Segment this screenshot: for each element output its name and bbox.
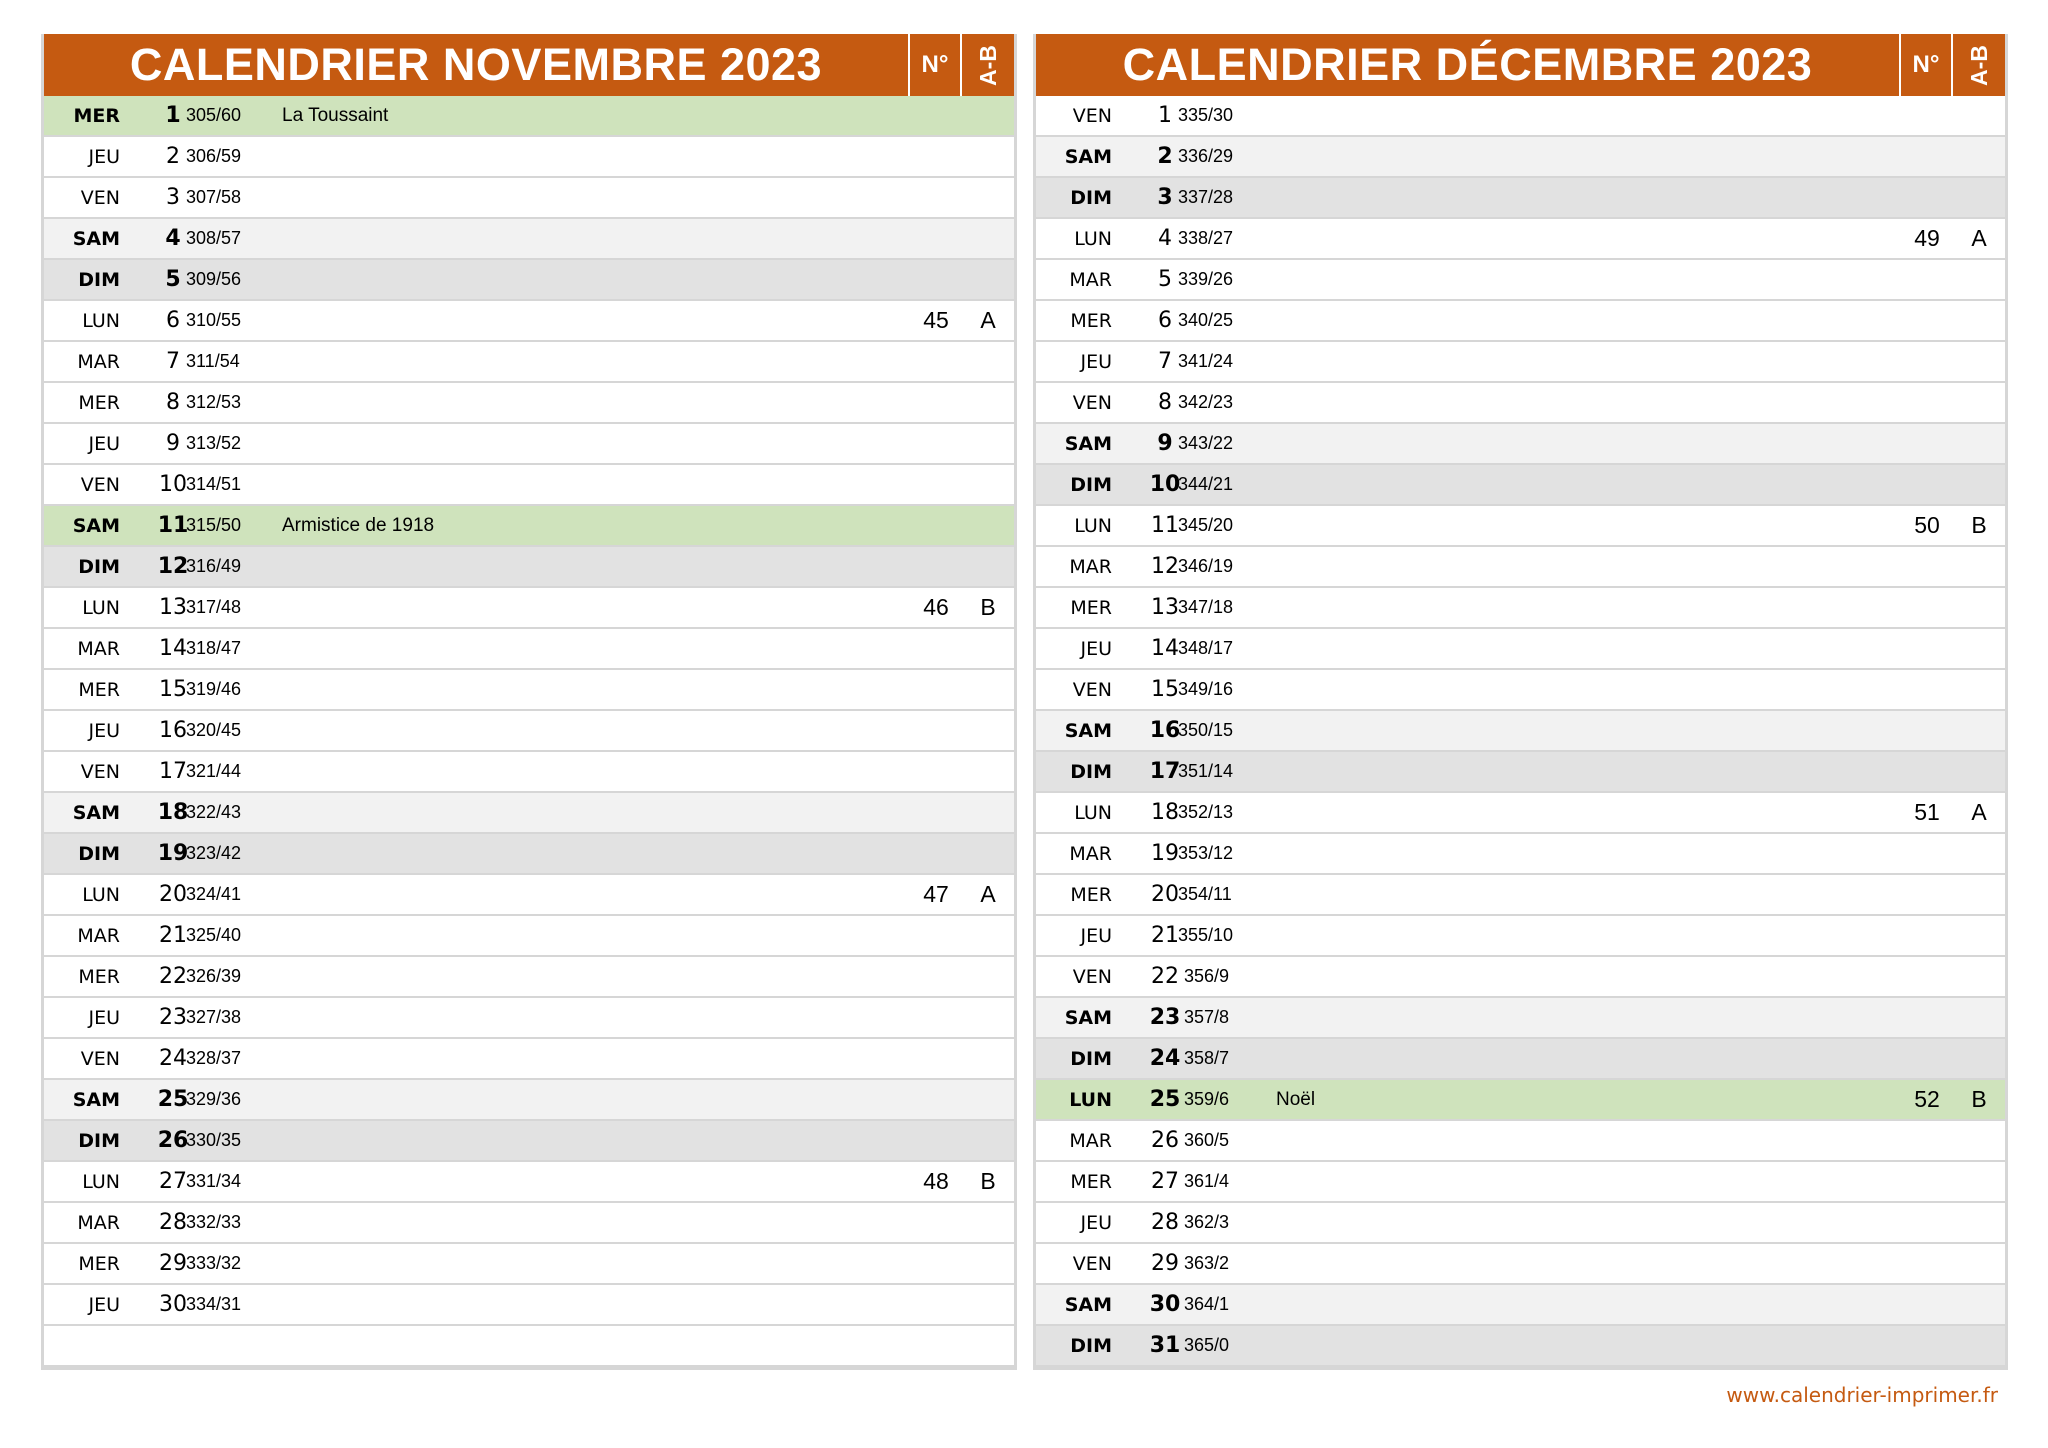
day-number: 1 bbox=[165, 103, 181, 128]
day-of-year: 324/41 bbox=[186, 884, 242, 904]
day-row bbox=[1036, 957, 2005, 998]
day-of-week: SAM bbox=[1064, 1006, 1112, 1029]
day-number: 16 bbox=[159, 718, 187, 743]
day-number: 19 bbox=[157, 841, 189, 866]
holiday-name: Armistice de 1918 bbox=[282, 514, 435, 536]
day-of-year: 313/52 bbox=[186, 433, 242, 453]
day-of-week: MAR bbox=[77, 637, 120, 660]
day-of-week: MER bbox=[78, 391, 120, 414]
day-row bbox=[44, 998, 1014, 1039]
day-of-year: 356/9 bbox=[1184, 966, 1230, 986]
day-of-year: 352/13 bbox=[1178, 802, 1234, 822]
day-of-week: VEN bbox=[1072, 391, 1112, 414]
day-of-year: 353/12 bbox=[1178, 843, 1234, 863]
day-of-week: DIM bbox=[78, 1129, 120, 1152]
day-number: 23 bbox=[1149, 1005, 1181, 1030]
day-of-year: 334/31 bbox=[186, 1294, 242, 1314]
day-row bbox=[1036, 834, 2005, 875]
day-of-week: MAR bbox=[1069, 555, 1112, 578]
day-number: 14 bbox=[1151, 636, 1179, 661]
week-number: 46 bbox=[923, 594, 949, 620]
day-of-week: VEN bbox=[80, 1047, 120, 1070]
day-number: 11 bbox=[157, 513, 189, 538]
day-of-week: DIM bbox=[78, 268, 120, 291]
day-number: 10 bbox=[159, 472, 187, 497]
day-of-week: MAR bbox=[1069, 1129, 1112, 1152]
day-row bbox=[1036, 137, 2005, 178]
day-number: 15 bbox=[159, 677, 187, 702]
day-of-year: 314/51 bbox=[186, 474, 242, 494]
day-number: 5 bbox=[1158, 267, 1172, 292]
day-of-week: VEN bbox=[80, 186, 120, 209]
day-row bbox=[44, 629, 1014, 670]
week-ab: B bbox=[980, 1168, 996, 1194]
day-of-year: 340/25 bbox=[1178, 310, 1234, 330]
day-of-week: MER bbox=[78, 965, 120, 988]
footer-url: www.calendrier-imprimer.fr bbox=[1726, 1383, 1998, 1407]
day-of-week: VEN bbox=[1072, 965, 1112, 988]
day-row bbox=[1036, 1285, 2005, 1326]
day-of-week: SAM bbox=[1064, 719, 1112, 742]
day-row bbox=[1036, 260, 2005, 301]
day-row bbox=[1036, 1039, 2005, 1080]
day-row bbox=[1036, 506, 2005, 547]
november-header bbox=[44, 34, 1014, 96]
day-of-week: MAR bbox=[77, 924, 120, 947]
day-of-week: MER bbox=[78, 1252, 120, 1275]
day-row bbox=[44, 96, 1014, 137]
day-row bbox=[44, 957, 1014, 998]
day-number: 26 bbox=[157, 1128, 189, 1153]
day-number: 13 bbox=[159, 595, 187, 620]
day-number: 23 bbox=[159, 1005, 187, 1030]
day-of-week: LUN bbox=[82, 309, 120, 332]
day-number: 18 bbox=[157, 800, 189, 825]
day-of-year: 355/10 bbox=[1178, 925, 1234, 945]
day-row bbox=[44, 588, 1014, 629]
day-row bbox=[44, 1121, 1014, 1162]
day-number: 5 bbox=[165, 267, 181, 292]
day-row bbox=[44, 834, 1014, 875]
day-of-year: 361/4 bbox=[1184, 1171, 1230, 1191]
day-of-week: LUN bbox=[82, 883, 120, 906]
day-row bbox=[1036, 629, 2005, 670]
day-of-week: MAR bbox=[77, 350, 120, 373]
week-ab: B bbox=[1971, 512, 1987, 538]
day-of-week: VEN bbox=[1072, 104, 1112, 127]
day-row bbox=[44, 506, 1014, 547]
day-row bbox=[1036, 219, 2005, 260]
day-of-year: 358/7 bbox=[1184, 1048, 1230, 1068]
day-row bbox=[1036, 1326, 2005, 1367]
day-row bbox=[1036, 875, 2005, 916]
day-row bbox=[1036, 752, 2005, 793]
day-of-week: MER bbox=[1070, 596, 1112, 619]
day-of-year: 335/30 bbox=[1178, 105, 1234, 125]
day-of-year: 346/19 bbox=[1178, 556, 1234, 576]
day-row bbox=[44, 1244, 1014, 1285]
week-ab: A bbox=[1971, 225, 1987, 251]
day-of-year: 310/55 bbox=[186, 310, 242, 330]
day-number: 4 bbox=[165, 226, 181, 251]
day-number: 8 bbox=[1158, 390, 1172, 415]
week-number: 45 bbox=[923, 307, 949, 333]
day-of-year: 343/22 bbox=[1178, 433, 1234, 453]
day-number: 20 bbox=[159, 882, 187, 907]
day-number: 22 bbox=[159, 964, 187, 989]
day-number: 11 bbox=[1151, 513, 1179, 538]
day-of-week: VEN bbox=[1072, 678, 1112, 701]
day-row bbox=[44, 1080, 1014, 1121]
day-of-year: 350/15 bbox=[1178, 720, 1234, 740]
day-row bbox=[1036, 301, 2005, 342]
day-of-week: SAM bbox=[72, 801, 120, 824]
november-week-number-header: N° bbox=[910, 34, 962, 96]
day-of-week: LUN bbox=[1074, 514, 1112, 537]
day-number: 29 bbox=[159, 1251, 187, 1276]
day-of-year: 344/21 bbox=[1178, 474, 1234, 494]
december-calendar bbox=[1033, 34, 2008, 1370]
day-of-year: 317/48 bbox=[186, 597, 242, 617]
week-number: 50 bbox=[1914, 512, 1940, 538]
day-of-week: JEU bbox=[1080, 350, 1112, 373]
week-number: 48 bbox=[923, 1168, 949, 1194]
week-number: 52 bbox=[1914, 1086, 1940, 1112]
day-of-year: 326/39 bbox=[186, 966, 242, 986]
day-of-week: LUN bbox=[1069, 1088, 1112, 1111]
day-of-week: MAR bbox=[1069, 268, 1112, 291]
day-of-week: SAM bbox=[72, 514, 120, 537]
day-number: 2 bbox=[166, 144, 180, 169]
day-number: 24 bbox=[1149, 1046, 1181, 1071]
day-number: 6 bbox=[166, 308, 180, 333]
day-of-week: VEN bbox=[1072, 1252, 1112, 1275]
day-of-year: 360/5 bbox=[1184, 1130, 1230, 1150]
day-number: 9 bbox=[1157, 431, 1173, 456]
day-number: 25 bbox=[1149, 1087, 1181, 1112]
day-number: 18 bbox=[1151, 800, 1179, 825]
day-of-year: 357/8 bbox=[1184, 1007, 1230, 1027]
day-of-year: 351/14 bbox=[1178, 761, 1234, 781]
day-of-year: 348/17 bbox=[1178, 638, 1234, 658]
day-row bbox=[1036, 1080, 2005, 1121]
day-of-year: 330/35 bbox=[186, 1130, 242, 1150]
day-of-year: 318/47 bbox=[186, 638, 242, 658]
day-row bbox=[44, 711, 1014, 752]
day-row bbox=[44, 342, 1014, 383]
day-number: 27 bbox=[1151, 1169, 1179, 1194]
november-calendar bbox=[41, 34, 1017, 1370]
week-ab: B bbox=[980, 594, 996, 620]
day-number: 10 bbox=[1149, 472, 1181, 497]
day-row bbox=[44, 875, 1014, 916]
day-row bbox=[44, 260, 1014, 301]
day-of-week: SAM bbox=[1064, 1293, 1112, 1316]
day-row bbox=[1036, 424, 2005, 465]
day-number: 28 bbox=[1151, 1210, 1179, 1235]
day-of-year: 365/0 bbox=[1184, 1335, 1230, 1355]
day-number: 7 bbox=[1158, 349, 1172, 374]
day-of-week: LUN bbox=[82, 1170, 120, 1193]
day-row bbox=[44, 424, 1014, 465]
day-row bbox=[1036, 96, 2005, 137]
day-of-week: SAM bbox=[1064, 145, 1112, 168]
day-of-week: JEU bbox=[88, 1293, 120, 1316]
week-ab: A bbox=[980, 307, 996, 333]
day-of-year: 336/29 bbox=[1178, 146, 1234, 166]
day-row bbox=[1036, 670, 2005, 711]
day-row bbox=[1036, 998, 2005, 1039]
day-number: 3 bbox=[1157, 185, 1173, 210]
day-number: 31 bbox=[1149, 1333, 1181, 1358]
day-number: 1 bbox=[1158, 103, 1172, 128]
day-of-year: 354/11 bbox=[1178, 884, 1232, 904]
day-of-week: DIM bbox=[78, 842, 120, 865]
december-day-list bbox=[1036, 96, 2005, 1367]
day-of-year: 323/42 bbox=[186, 843, 242, 863]
day-of-week: JEU bbox=[88, 432, 120, 455]
day-of-year: 315/50 bbox=[186, 515, 242, 535]
day-number: 19 bbox=[1151, 841, 1179, 866]
day-of-week: DIM bbox=[1070, 760, 1112, 783]
day-of-week: SAM bbox=[72, 227, 120, 250]
day-of-week: MAR bbox=[1069, 842, 1112, 865]
day-of-year: 322/43 bbox=[186, 802, 242, 822]
day-of-year: 312/53 bbox=[186, 392, 242, 412]
december-header bbox=[1036, 34, 2005, 96]
day-number: 30 bbox=[159, 1292, 187, 1317]
day-number: 27 bbox=[159, 1169, 187, 1194]
day-of-year: 337/28 bbox=[1178, 187, 1234, 207]
day-number: 17 bbox=[1149, 759, 1181, 784]
december-ab-header bbox=[1953, 34, 2005, 96]
day-number: 7 bbox=[166, 349, 180, 374]
day-row bbox=[44, 752, 1014, 793]
day-number: 21 bbox=[1151, 923, 1179, 948]
day-number: 2 bbox=[1157, 144, 1173, 169]
day-of-year: 339/26 bbox=[1178, 269, 1234, 289]
day-number: 3 bbox=[166, 185, 180, 210]
day-number: 25 bbox=[157, 1087, 189, 1112]
week-ab: A bbox=[980, 881, 996, 907]
day-row bbox=[1036, 1162, 2005, 1203]
day-of-year: 308/57 bbox=[186, 228, 242, 248]
day-of-week: DIM bbox=[1070, 1047, 1112, 1070]
day-of-week: VEN bbox=[80, 760, 120, 783]
day-of-week: SAM bbox=[1064, 432, 1112, 455]
day-row bbox=[44, 465, 1014, 506]
day-of-year: 332/33 bbox=[186, 1212, 242, 1232]
day-of-year: 347/18 bbox=[1178, 597, 1234, 617]
day-of-week: MER bbox=[1070, 883, 1112, 906]
day-of-week: LUN bbox=[1074, 801, 1112, 824]
week-number: 51 bbox=[1914, 799, 1940, 825]
day-of-year: 362/3 bbox=[1184, 1212, 1230, 1232]
day-of-week: DIM bbox=[1070, 473, 1112, 496]
day-row bbox=[1036, 588, 2005, 629]
day-of-week: MER bbox=[78, 678, 120, 701]
day-row bbox=[44, 1326, 1014, 1367]
day-row bbox=[44, 793, 1014, 834]
day-row bbox=[1036, 711, 2005, 752]
day-of-year: 345/20 bbox=[1178, 515, 1234, 535]
day-of-week: VEN bbox=[80, 473, 120, 496]
day-of-week: DIM bbox=[1070, 186, 1112, 209]
day-row bbox=[44, 1203, 1014, 1244]
day-number: 20 bbox=[1151, 882, 1179, 907]
day-of-year: 320/45 bbox=[186, 720, 242, 740]
day-of-year: 306/59 bbox=[186, 146, 242, 166]
day-of-year: 311/54 bbox=[186, 351, 240, 371]
day-of-year: 329/36 bbox=[186, 1089, 242, 1109]
day-of-week: JEU bbox=[88, 719, 120, 742]
week-ab: B bbox=[1971, 1086, 1987, 1112]
day-number: 9 bbox=[166, 431, 180, 456]
day-of-year: 328/37 bbox=[186, 1048, 242, 1068]
december-week-number-header: N° bbox=[1901, 34, 1953, 96]
day-row bbox=[1036, 178, 2005, 219]
day-of-year: 333/32 bbox=[186, 1253, 242, 1273]
day-number: 6 bbox=[1158, 308, 1172, 333]
day-number: 12 bbox=[1151, 554, 1179, 579]
day-row bbox=[1036, 342, 2005, 383]
week-number: 47 bbox=[923, 881, 949, 907]
day-row bbox=[44, 137, 1014, 178]
day-row bbox=[1036, 547, 2005, 588]
day-of-week: DIM bbox=[1070, 1334, 1112, 1357]
day-of-year: 331/34 bbox=[186, 1171, 242, 1191]
day-of-year: 325/40 bbox=[186, 925, 242, 945]
day-number: 8 bbox=[166, 390, 180, 415]
day-of-week: SAM bbox=[72, 1088, 120, 1111]
day-row bbox=[44, 670, 1014, 711]
day-of-week: MER bbox=[1070, 1170, 1112, 1193]
day-of-year: 364/1 bbox=[1184, 1294, 1230, 1314]
day-of-year: 309/56 bbox=[186, 269, 242, 289]
day-of-year: 341/24 bbox=[1178, 351, 1234, 371]
day-of-week: MAR bbox=[77, 1211, 120, 1234]
day-row bbox=[44, 383, 1014, 424]
day-row bbox=[1036, 465, 2005, 506]
day-row bbox=[44, 1285, 1014, 1326]
november-ab-header bbox=[962, 34, 1014, 96]
day-of-week: JEU bbox=[88, 145, 120, 168]
day-number: 21 bbox=[159, 923, 187, 948]
day-number: 14 bbox=[159, 636, 187, 661]
day-of-year: 305/60 bbox=[186, 105, 242, 125]
day-of-year: 316/49 bbox=[186, 556, 242, 576]
day-row bbox=[44, 1039, 1014, 1080]
day-of-week: MER bbox=[1070, 309, 1112, 332]
day-row bbox=[44, 178, 1014, 219]
day-number: 16 bbox=[1149, 718, 1181, 743]
day-of-week: LUN bbox=[82, 596, 120, 619]
day-row bbox=[44, 916, 1014, 957]
day-row bbox=[44, 301, 1014, 342]
day-of-year: 319/46 bbox=[186, 679, 242, 699]
day-row bbox=[1036, 793, 2005, 834]
day-row bbox=[1036, 1121, 2005, 1162]
day-of-year: 342/23 bbox=[1178, 392, 1234, 412]
day-number: 26 bbox=[1151, 1128, 1179, 1153]
day-number: 17 bbox=[159, 759, 187, 784]
day-of-week: JEU bbox=[1080, 1211, 1112, 1234]
day-of-year: 327/38 bbox=[186, 1007, 242, 1027]
december-ab-label: A-B bbox=[1965, 44, 1992, 86]
day-row bbox=[1036, 916, 2005, 957]
day-number: 13 bbox=[1151, 595, 1179, 620]
day-row bbox=[1036, 1203, 2005, 1244]
day-of-year: 349/16 bbox=[1178, 679, 1234, 699]
day-of-year: 359/6 bbox=[1184, 1089, 1230, 1109]
day-of-week: MER bbox=[73, 104, 120, 127]
day-of-year: 307/58 bbox=[186, 187, 242, 207]
day-row bbox=[44, 219, 1014, 260]
day-number: 30 bbox=[1149, 1292, 1181, 1317]
december-title: CALENDRIER DÉCEMBRE 2023 bbox=[1036, 34, 1901, 96]
day-number: 12 bbox=[157, 554, 189, 579]
day-number: 4 bbox=[1158, 226, 1172, 251]
day-of-year: 363/2 bbox=[1184, 1253, 1230, 1273]
holiday-name: Noël bbox=[1276, 1088, 1316, 1110]
day-of-year: 338/27 bbox=[1178, 228, 1234, 248]
day-row bbox=[44, 547, 1014, 588]
day-of-week: JEU bbox=[1080, 637, 1112, 660]
day-of-year: 321/44 bbox=[186, 761, 242, 781]
week-ab: A bbox=[1971, 799, 1987, 825]
day-of-week: JEU bbox=[88, 1006, 120, 1029]
day-of-week: JEU bbox=[1080, 924, 1112, 947]
day-row bbox=[1036, 1244, 2005, 1285]
november-ab-label: A-B bbox=[974, 44, 1001, 86]
november-day-list bbox=[44, 96, 1014, 1367]
day-of-week: DIM bbox=[78, 555, 120, 578]
day-number: 29 bbox=[1151, 1251, 1179, 1276]
day-row bbox=[44, 1162, 1014, 1203]
week-number: 49 bbox=[1914, 225, 1940, 251]
holiday-name: La Toussaint bbox=[282, 104, 389, 126]
day-row bbox=[1036, 383, 2005, 424]
day-number: 24 bbox=[159, 1046, 187, 1071]
day-number: 15 bbox=[1151, 677, 1179, 702]
day-of-week: LUN bbox=[1074, 227, 1112, 250]
day-number: 22 bbox=[1151, 964, 1179, 989]
november-title: CALENDRIER NOVEMBRE 2023 bbox=[44, 34, 910, 96]
day-number: 28 bbox=[159, 1210, 187, 1235]
